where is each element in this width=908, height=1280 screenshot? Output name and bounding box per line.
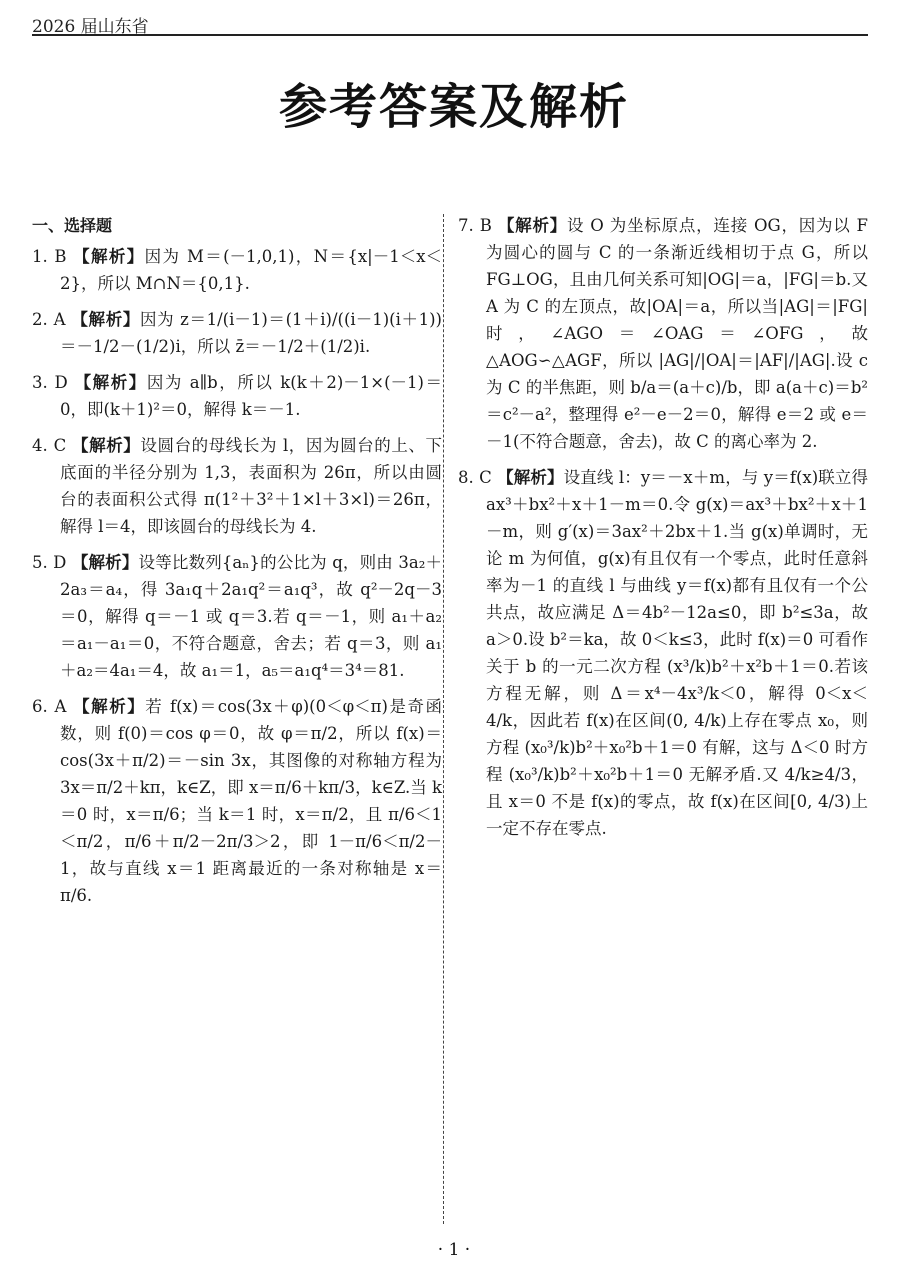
analysis-tag: 【解析】 (71, 553, 139, 572)
left-column (32, 212, 442, 918)
column-divider (443, 214, 444, 1224)
header-label: 2026 届山东省 (32, 17, 149, 37)
answer-q6: 6. A 【解析】若 f(x)＝cos(3x＋φ)(0＜φ＜π)是奇函数，则 f(0)＝cos φ＝0，故 φ＝π/2，所以 f(x)＝cos(3x＋π/2)＝－sin 3x，其图像的对称轴方程为 3x＝π/2＋kπ，k∈Z，即 x＝π/6＋kπ/3，k∈Z.当 k＝0 时，x＝π/6；当 k＝1 时，x＝π/2，且 π/6＜1＜π/2，π/6＋π/2－2π/3＞2，即 1－π/6＜π/2－1，故与直线 x＝1 距离最近的一条对称轴是 x＝π/6. (32, 697, 442, 905)
section-heading: 一、选择题 (32, 216, 113, 235)
answer-q7: 7. B 【解析】设 O 为坐标原点，连接 OG，因为以 F 为圆心的圆与 C 的一条渐近线相切于点 G，所以 FG⊥OG，且由几何关系可知|OG|＝a，|FG|＝b.又 A 为 C 的左顶点，故|OA|＝a，所以当|AG|＝|FG|时，∠AGO＝∠OAG＝∠OFG，故△AOG∽△AGF，所以 |AG|/|OA|＝|AF|/|AG|.设 c 为 C 的半焦距，则 b/a＝(a＋c)/b，即 a(a＋c)＝b²＝c²－a²，整理得 e²－e－2＝0，解得 e＝2 或 e＝－1(不符合题意，舍去)，故 C 的离心率为 2. (458, 216, 868, 451)
analysis-tag: 【解析】 (73, 247, 145, 266)
analysis-tag: 【解析】 (73, 697, 146, 716)
answer-q5: 5. D 【解析】设等比数列{aₙ}的公比为 q，则由 3a₂＋2a₃＝a₄，得 3a₁q＋2a₁q²＝a₁q³，故 q²－2q－3＝0，解得 q＝－1 或 q＝3.若 q＝－1，则 a₁＋a₂＝a₁－a₁＝0，不符合题意，舍去；若 q＝3，则 a₁＋a₂＝4a₁＝4，故 a₁＝1，a₅＝a₁q⁴＝3⁴＝81. (32, 553, 443, 680)
answer-q3: 3. D 【解析】因为 a∥b，所以 k(k＋2)－1×(－1)＝0，即(k＋1)²＝0，解得 k＝－1. (32, 373, 443, 419)
answer-q8: 8. C 【解析】设直线 l：y＝－x＋m，与 y＝f(x)联立得 ax³＋bx²＋x＋1－m＝0.令 g(x)＝ax³＋bx²＋x＋1－m，则 g′(x)＝3ax²＋2bx＋1.当 g(x)单调时，无论 m 为何值，g(x)有且仅有一个零点，此时任意斜率为－1 的直线 l 与曲线 y＝f(x)都有且仅有一个公共点，故应满足 Δ＝4b²－12a≤0，即 b²≤3a，故 a＞0.设 b²＝ka，故 0＜k≤3，此时 f(x)＝0 可看作关于 b 的一元二次方程 (x³/k)b²＋x²b＋1＝0.若该方程无解，则 Δ＝x⁴－4x³/k＜0，解得 0＜x＜4/k，因此若 f(x)在区间(0, 4/k)上存在零点 x₀，则方程 (x₀³/k)b²＋x₀²b＋1＝0 有解，这与 Δ＜0 时方程 (x₀³/k)b²＋x₀²b＋1＝0 无解矛盾.又 4/k≥4/3，且 x＝0 不是 f(x)的零点，故 f(x)在区间[0, 4/3)上一定不存在零点. (458, 468, 869, 838)
analysis-tag: 【解析】 (497, 468, 564, 487)
answer-q2: 2. A 【解析】因为 z＝1/(i－1)＝(1＋i)/((i－1)(i＋1))＝－1/2－(1/2)i，所以 z̄＝－1/2＋(1/2)i. (32, 310, 442, 356)
page-number: · 1 · (437, 1240, 471, 1260)
analysis-tag: 【解析】 (74, 373, 147, 392)
answer-q4: 4. C 【解析】设圆台的母线长为 l，因为圆台的上、下底面的半径分别为 1,3，表面积为 26π，所以由圆台的表面积公式得 π(1²＋3²＋1×l＋3×l)＝26π，解得 l＝4，即该圆台的母线长为 4. (32, 436, 443, 536)
analysis-tag: 【解析】 (71, 310, 140, 329)
analysis-tag: 【解析】 (72, 436, 141, 455)
page-header (32, 6, 868, 36)
analysis-tag: 【解析】 (497, 216, 567, 235)
answer-q1: 1. B 【解析】因为 M＝(－1,0,1)，N＝{x|－1＜x＜2}，所以 M∩N＝{0,1}. (32, 247, 443, 293)
page-title: 参考答案及解析 (278, 79, 629, 135)
right-column (458, 212, 868, 851)
